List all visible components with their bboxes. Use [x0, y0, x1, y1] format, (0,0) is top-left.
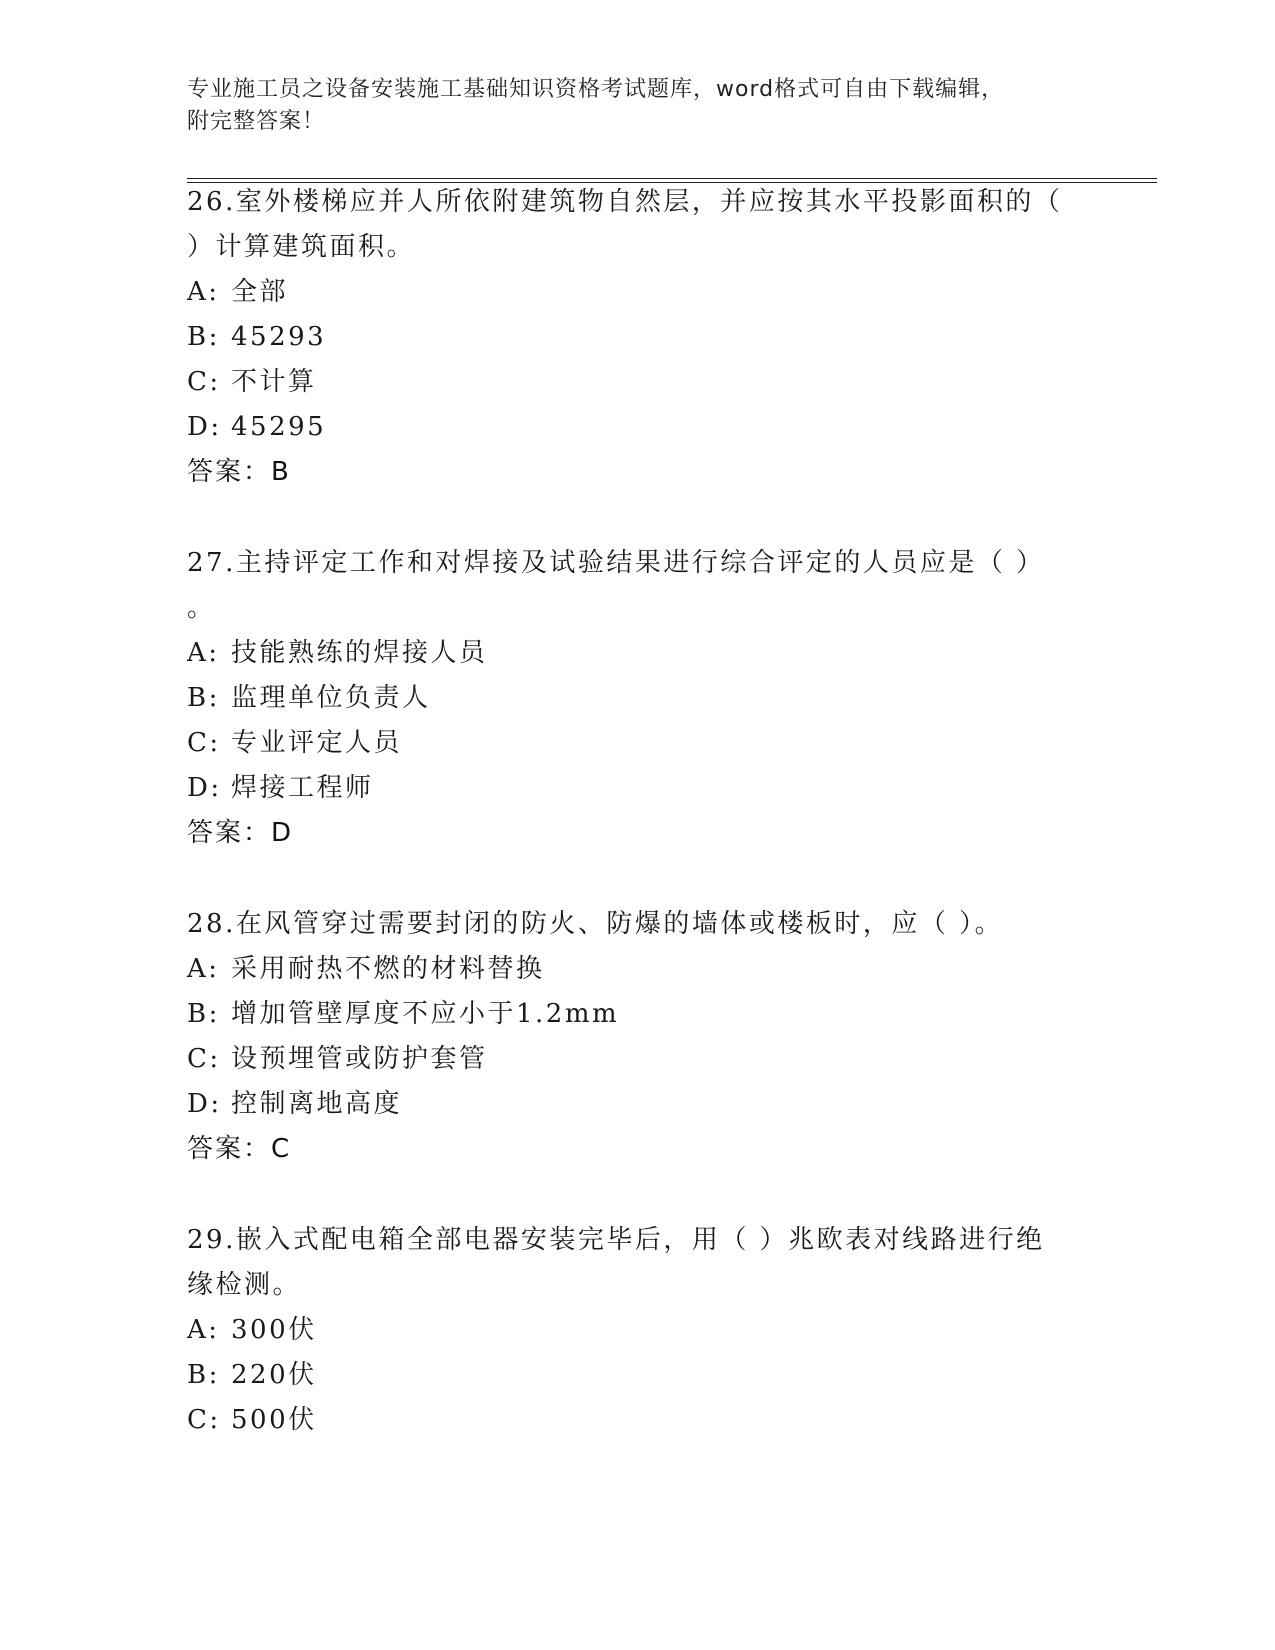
question-29 [187, 1218, 1087, 1443]
option-c [187, 1037, 1087, 1082]
option-key: B: [187, 322, 220, 352]
question-text [187, 1218, 1087, 1308]
option-key: C: [187, 1405, 221, 1435]
option-key: B: [187, 683, 220, 713]
option-c [187, 1398, 1087, 1443]
option-d [187, 1082, 1087, 1127]
option-key: C: [187, 728, 221, 758]
header-line-2: 附完整答案！ [187, 109, 326, 134]
option-text: 技能熟练的焊接人员 [231, 638, 488, 668]
option-key: B: [187, 1360, 220, 1390]
option-text: 增加管壁厚度不应小于1.2mm [231, 999, 620, 1029]
option-text: 专业评定人员 [231, 728, 403, 758]
option-key: A: [187, 638, 220, 668]
option-b [187, 676, 1087, 721]
option-key: B: [187, 999, 220, 1029]
option-key: C: [187, 367, 221, 397]
answer: 答案：B [187, 457, 291, 487]
option-key: C: [187, 1044, 221, 1074]
option-key: D: [187, 773, 222, 803]
question-line: 27.主持评定工作和对焊接及试验结果进行综合评定的人员应是（ ） [187, 548, 1045, 578]
option-key: D: [187, 412, 222, 442]
option-text: 45293 [231, 322, 327, 352]
answer: 答案：C [187, 1134, 292, 1164]
question-text [187, 541, 1087, 631]
option-text: 全部 [231, 277, 289, 307]
option-text: 焊接工程师 [231, 773, 374, 803]
option-key: A: [187, 1315, 220, 1345]
question-text [187, 902, 1087, 947]
option-text: 控制离地高度 [231, 1089, 403, 1119]
option-text: 不计算 [231, 367, 317, 397]
header-line-1: 专业施工员之设备安装施工基础知识资格考试题库，word格式可自由下载编辑， [187, 77, 1005, 102]
option-key: D: [187, 1089, 222, 1119]
option-d [187, 766, 1087, 811]
option-a [187, 947, 1087, 992]
option-text: 300伏 [231, 1315, 317, 1345]
option-b [187, 1353, 1087, 1398]
question-27 [187, 541, 1087, 856]
question-28 [187, 902, 1087, 1172]
option-text: 500伏 [231, 1405, 317, 1435]
question-line: 28.在风管穿过需要封闭的防火、防爆的墙体或楼板时，应（ ）。 [187, 909, 1004, 939]
option-d [187, 405, 1087, 450]
option-a [187, 270, 1087, 315]
option-a [187, 631, 1087, 676]
question-line: 26.室外楼梯应并人所依附建筑物自然层，并应按其水平投影面积的（ [187, 187, 1063, 217]
question-line: 。 [187, 593, 216, 623]
option-text: 监理单位负责人 [231, 683, 431, 713]
option-b [187, 315, 1087, 360]
option-c [187, 360, 1087, 405]
question-text [187, 180, 1087, 270]
option-a [187, 1308, 1087, 1353]
option-text: 220伏 [231, 1360, 317, 1390]
question-line: 29.嵌入式配电箱全部电器安装完毕后，用（ ）兆欧表对线路进行绝 [187, 1225, 1045, 1255]
option-c [187, 721, 1087, 766]
answer: 答案：D [187, 818, 294, 848]
option-text: 采用耐热不燃的材料替换 [231, 954, 545, 984]
option-b [187, 992, 1087, 1037]
question-line: ）计算建筑面积。 [187, 232, 416, 262]
option-key: A: [187, 277, 220, 307]
question-26 [187, 180, 1087, 495]
option-text: 设预埋管或防护套管 [231, 1044, 488, 1074]
option-text: 45295 [231, 412, 327, 442]
document-header [187, 74, 1067, 138]
question-line: 缘检测。 [187, 1270, 302, 1300]
option-key: A: [187, 954, 220, 984]
